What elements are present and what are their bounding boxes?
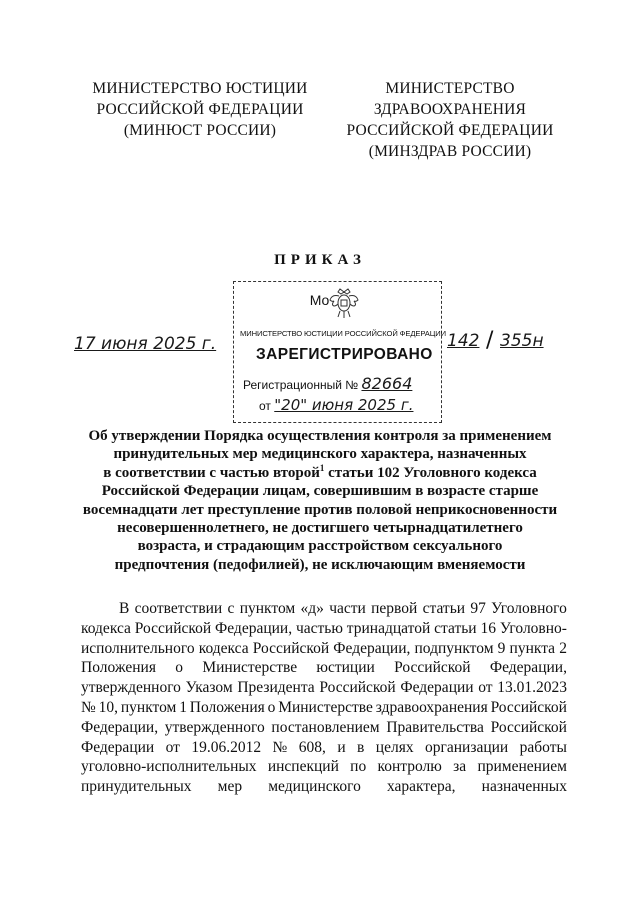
body-word: Федерации [81,738,155,756]
body-word: исполнительного [81,639,195,657]
stamp-registration-date [259,396,413,414]
body-word: о [267,698,276,716]
body-word: организации [425,738,509,756]
body-word: здравоохранения [375,698,488,716]
registration-stamp [233,281,446,423]
stamp-registered-label: ЗАРЕГИСТРИРОВАНО [256,346,433,363]
body-word: юстиции [316,659,375,677]
footnote-marker: 1 [319,462,325,473]
header-left-ministry-justice [80,78,320,141]
body-word: Российской [252,639,330,657]
body-word: «д» [300,600,324,617]
body-line [81,599,567,619]
body-line [81,777,567,797]
handwritten-number-2: 355н [500,331,544,351]
body-word: тринадцатой [346,619,431,637]
body-word: № [81,698,96,716]
body-word: пунктом [239,600,296,617]
body-word: статьи [422,600,466,617]
body-word: Министерстве [202,659,298,677]
header-right-line: ЗДРАВООХРАНЕНИЯ [373,101,527,118]
body-word: Положения [81,659,156,677]
number-separator: / [486,328,494,353]
body-word: Российской [134,619,212,637]
body-word: применением [477,758,567,776]
body-word: Федерации, [333,639,411,657]
body-word: по [350,758,367,776]
body-word: первой [371,600,418,617]
stamp-from-date: "20" июня 2025 г. [274,396,414,414]
stamp-from-label: от [259,399,271,413]
body-word: Федерации, [81,718,159,736]
body-word: частью [295,619,343,637]
body-word: Уголовного [491,600,567,617]
body-word: Российской [319,679,396,697]
body-word: Министерстве [278,698,373,716]
body-word: Российской [394,659,471,677]
order-title [60,427,580,574]
body-word: Указом [185,679,233,697]
body-word: Президента [237,679,315,697]
body-word: о [175,659,184,677]
title-line: в соответствии с частью второй$^1$ статьи 102 Уголовного кодекса [103,462,537,481]
body-word: 608, [298,738,326,756]
body-word: части [329,600,366,617]
body-word: Положения [189,698,265,716]
header-left-line: (МИНЮСТ РОССИИ) [123,122,277,139]
stamp-reg-number: 82664 [361,374,413,393]
body-word: медицинского [268,778,361,796]
body-word: 10, [98,698,119,716]
body-word: Уголовно- [499,619,567,637]
body-word: характера, [387,778,456,796]
stamp-registration-number [243,374,412,393]
body-word: утвержденного [81,679,181,697]
body-line [81,738,567,758]
header-right-line: МИНИСТЕРСТВО [385,80,515,97]
body-word: пунктом [120,698,177,716]
body-word: контролю [377,758,442,776]
body-line [81,757,567,777]
body-line [81,698,567,718]
document-type-heading: ПРИКАЗ [274,252,366,268]
body-word: 2 [559,639,567,657]
coat-of-arms-eagle-icon [328,286,360,320]
header-right-line: РОССИЙСКОЙ ФЕДЕРАЦИИ [346,122,554,139]
title-line: Российской Федерации лицам, совершившим в возрасте старше [101,483,539,500]
body-word: уголовно-исполнительных [81,758,257,776]
stamp-city-partial: Мо [309,292,330,308]
body-word: от [478,679,493,697]
body-word: пункта [509,639,556,657]
body-word: с [227,600,235,617]
body-word: № [272,738,288,756]
header-left-line: РОССИЙСКОЙ ФЕДЕРАЦИИ [96,101,304,118]
body-word: Российской [490,718,567,736]
body-word: Федерации [400,679,474,697]
body-word: постановлением [271,718,380,736]
title-line: предпочтения (педофилией), не исключающим вменяемости [114,556,526,573]
title-line: принудительных мер медицинского характера, назначенных [113,446,527,463]
body-word: 1 [179,698,187,716]
body-word: кодекса [198,639,249,657]
body-word: и [337,738,346,756]
body-word: В [119,600,130,617]
title-line: Об утверждении Порядка осуществления контроля за применением [88,428,552,444]
body-word: утвержденного [164,718,265,736]
title-line: восемнадцати лет преступление против половой неприкосновенности [82,501,558,518]
header-right-line: (МИНЗДРАВ РОССИИ) [368,143,532,160]
title-line: возраста, и страдающим расстройством сексуального [137,538,503,555]
body-word: статьи [434,619,477,637]
body-line [81,639,567,659]
body-word: инспекций [267,758,339,776]
body-word: от [165,738,180,756]
body-line [81,678,567,698]
body-word: Правительства [386,718,484,736]
body-word: целях [375,738,414,756]
body-word: мер [217,778,243,796]
header-right-ministry-health [330,78,570,162]
handwritten-number-1: 142 [447,331,480,351]
stamp-reg-label: Регистрационный № [243,378,359,392]
handwritten-date: 17 июня 2025 г. [74,334,217,354]
body-word: 19.06.2012 [191,738,262,756]
body-word: подпунктом [414,639,494,657]
body-word: кодекса [81,619,131,637]
body-line [81,619,567,639]
body-word: 16 [480,619,496,637]
body-word: Федерации, [215,619,293,637]
body-paragraph [81,599,567,797]
body-word: назначенных [481,778,567,796]
body-line [81,718,567,738]
body-word: в [357,738,365,756]
body-word: 97 [470,600,486,617]
body-word: Федерации, [489,659,567,677]
body-line [81,658,567,678]
body-word: соответствии [134,600,223,617]
body-word: принудительных [81,778,192,796]
header-left-line: МИНИСТЕРСТВО ЮСТИЦИИ [92,80,308,97]
body-word: Российской [490,698,567,716]
title-line: несовершеннолетнего, не достигшего четырнадцатилетнего [117,520,523,537]
body-word: 13.01.2023 [497,679,567,697]
stamp-ministry-name: МИНИСТЕРСТВО ЮСТИЦИИ РОССИЙСКОЙ ФЕДЕРАЦИИ [240,329,446,338]
body-word: 9 [497,639,506,657]
body-word: работы [519,738,567,756]
body-word: за [453,758,467,776]
